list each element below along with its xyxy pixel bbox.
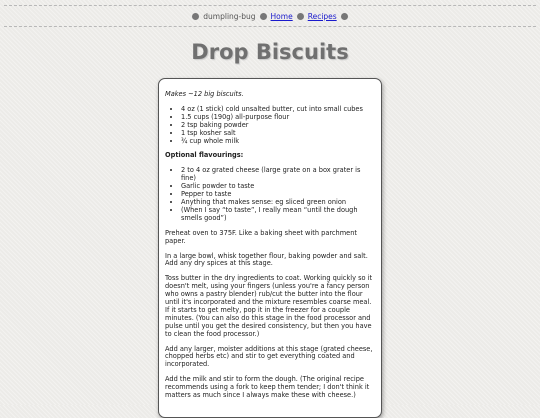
- optional-item: • (When I say “to taste”, I really mean “until the dough smells good”): [181, 207, 375, 223]
- recipe-card: [158, 78, 382, 418]
- optional-heading: Optional flavourings:: [165, 151, 244, 160]
- nav-link-home[interactable]: Home: [270, 11, 293, 21]
- top-nav: [4, 5, 536, 27]
- bullet-icon: [297, 13, 304, 20]
- ingredient-item: • 1 tsp kosher salt: [181, 130, 375, 138]
- optional-item: • Pepper to taste: [181, 191, 375, 199]
- ingredient-item: • 4 oz (1 stick) cold unsalted butter, cut into small cubes: [181, 106, 375, 114]
- optional-item: • 2 to 4 oz grated cheese (large grate on a box grater is fine): [181, 167, 375, 183]
- ingredient-item: • 1.5 cups (190g) all-purpose flour: [181, 114, 375, 122]
- optional-item: • Anything that makes sense: eg sliced green onion: [181, 199, 375, 207]
- bullet-icon: [260, 13, 267, 20]
- step-paragraph: Toss butter in the dry ingredients to coat. Working quickly so it doesn't melt, using your fingers (unless you're a fancy person who owns a pastry blender) rub/cut the butter into the flour until it's incorporated and the mixture resembles coarse meal. If it starts to get melty, pop it in the freezer for a couple minutes. (You can also do this stage in the food processor and pulse until you get the desired consistency, but then you have to clean the food processor.): [165, 274, 373, 338]
- nav-link-recipes[interactable]: Recipes: [307, 11, 337, 21]
- yield-text: Makes ~12 big biscuits.: [165, 90, 244, 98]
- step-paragraph: Add the milk and stir to form the dough. (The original recipe recommends using a fork to keep them tender; I don't think it matters as much since I always make these with cheese.): [165, 375, 370, 400]
- bullet-icon: [192, 13, 199, 20]
- step-paragraph: Preheat oven to 375F. Like a baking sheet with parchment paper.: [165, 228, 357, 245]
- ingredient-item: • ¾ cup whole milk: [181, 138, 375, 146]
- optional-item: • Garlic powder to taste: [181, 183, 375, 191]
- step-paragraph: Add any larger, moister additions at this stage (grated cheese, chopped herbs etc) and stir to get everything coated and incorporated.: [165, 344, 373, 369]
- optional-list: [165, 167, 375, 222]
- page-title: Drop Biscuits: [191, 40, 349, 64]
- site-name: dumpling-bug: [203, 11, 256, 21]
- step-paragraph: In a large bowl, whisk together flour, baking powder and salt. Add any dry spices at this stage.: [165, 251, 368, 268]
- ingredient-list: [165, 106, 375, 146]
- bullet-icon: [341, 13, 348, 20]
- ingredient-item: • 2 tsp baking powder: [181, 122, 375, 130]
